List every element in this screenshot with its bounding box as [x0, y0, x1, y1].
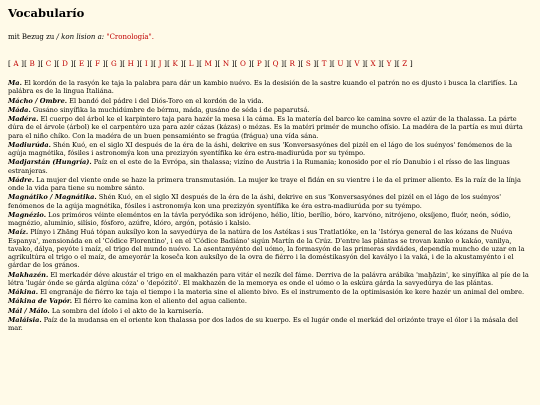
letter-link-j[interactable]: J — [158, 59, 162, 68]
letter-bracket-group: [ J ] — [153, 59, 168, 68]
letter-bracket-group: [ L ] — [183, 59, 200, 68]
letter-bracket-group: [ U ] — [332, 59, 350, 68]
letter-bracket-group: [ N ] — [217, 59, 235, 68]
cronologia-link[interactable]: "Cronología". — [106, 33, 154, 41]
vocabulary-entry — [8, 297, 532, 305]
letter-bracket-group: [ S ] — [300, 59, 317, 68]
letter-link-v[interactable]: V — [354, 59, 360, 68]
reference-line — [8, 33, 532, 41]
letter-link-f[interactable]: F — [95, 59, 101, 68]
entry-definition: El fiérro ke camina kon el aliento del agua caliente. — [72, 297, 247, 306]
vocabulary-entry — [8, 211, 532, 228]
letter-bracket-group: [ A ] — [8, 59, 25, 68]
entry-definition: Gusáno sinyífika la muchidúmbre de bérmu, máda, gusáno de séda i de paparutsá. — [30, 105, 310, 114]
letter-link-q[interactable]: Q — [272, 59, 279, 68]
letter-bracket-group: [ C ] — [40, 59, 57, 68]
entry-definition: El bandó del pádre i del Diós-Toro en el kordón de la vida. — [67, 96, 264, 105]
entry-term: Maíz. — [8, 228, 29, 237]
entry-term: Mákina. — [8, 288, 39, 296]
entry-term: Madéra. — [8, 115, 39, 123]
entry-definition: Paíz en el este de la Evrópa, sin thalassa; vizíno de Austria i la Rumania; konosido por el río Danubio i el rísso de las linguas estranjeras. — [8, 158, 510, 175]
letter-bracket-group: [ X ] — [365, 59, 382, 68]
entry-term: Makhazén. — [8, 270, 49, 279]
letter-link-e[interactable]: E — [78, 59, 85, 68]
vocabulary-entry — [8, 271, 532, 288]
letter-link-u[interactable]: U — [337, 59, 344, 68]
letter-link-y[interactable]: Y — [386, 59, 392, 68]
letter-link-c[interactable]: C — [45, 59, 52, 68]
entry-term: Máda. — [8, 105, 31, 114]
letter-link-s[interactable]: S — [305, 59, 311, 68]
letter-link-d[interactable]: D — [62, 59, 69, 68]
entry-term: Magnézio. — [8, 210, 46, 219]
vocabulary-entry — [8, 106, 532, 114]
entry-term: Mácho / Ombre. — [8, 96, 68, 105]
vocabulary-entry — [8, 97, 532, 105]
entry-term: Magnátiko / Magnátika. — [8, 193, 97, 202]
letter-bracket-group: [ E ] — [73, 59, 90, 68]
entry-definition: El engranáje de fiérro ke taja el tiempo i la materia sine el aliento bivo. Es el instrumento de la optimisasión ke kere hazér un animal del ombre. — [38, 288, 525, 296]
page-title: Vocabularío — [8, 6, 85, 20]
entry-definition: Plínyo i Zhāng Huá tópan auksílyo kon la savyedúrya de la natúra de los Astékas i sus Tratlatlóke, en la 'Istórya general de las kózans de Nuéva Espanya', mensionáda en el 'Códice Florentino', i en el 'Códice Badiáno' sigún Martín de la Crúz. D'entre las plántas se trovan kanko o kakáo, vanilya, tavako, dálya, peyóte i maíz, el trigo del mundo nuévo. La asentamyénto del uómo, la formasyón de las primeras sivdádes, dependía muncho de uzar en la agrikultúra el trigo o el maíz, de ameyorár la koseča kon auksílyo de la ovra de fiérro i la doméstikasyón del kavályo i la vaká, i de la akustamyénto i el gárdar de los grános. — [8, 228, 525, 270]
entry-term: Mádre. — [8, 175, 35, 184]
entry-term: Mákina de Vapór. — [8, 297, 73, 306]
letter-bracket-group: [ R ] — [284, 59, 301, 68]
vocabulary-entry — [8, 158, 532, 175]
entry-definition: El merkadér déve akustár el trigo en el makhazén para vitár el nezík del fáme. Derriva de la palávra arábika 'maḫāzin', ke sinyífika al píe de la létra 'lugár ónde se gárda algúna cóza' o 'depózitó'. El makhazén de la memorya es onde el uómo o la eskúra gárda la savyedúrya de las plántas. — [8, 270, 529, 287]
entry-definition: La sombra del ídolo i el akto de la karnisería. — [49, 306, 204, 315]
letter-bracket-group: [ V ] — [349, 59, 366, 68]
letter-link-l[interactable]: L — [188, 59, 194, 68]
letter-link-p[interactable]: P — [256, 59, 262, 68]
letter-bracket-group: [ D ] — [56, 59, 74, 68]
entry-term: Ma. — [8, 79, 22, 87]
letter-bracket-group: [ M ] — [199, 59, 218, 68]
entry-definition: El cuerpo del árbol ke el karpintero taja para hazér la mesa i la cáma. Es la matería del barco ke camina sovre el azúr de la thalassa. La párte dúra de el árvole (árbol) ke el carpentéro uza para azér cázas (kázas) o mézas. Es la matéri primér de muncho ofísio. La madéra de la partía es mui dúrta para el niño chíko. Con la madéra de un buen pensamiénto se fragúa (frágua) una vída sána. — [8, 115, 523, 140]
letter-link-b[interactable]: B — [29, 59, 35, 68]
vocabulary-entry — [8, 79, 532, 96]
entry-term: Madiurúda. — [8, 140, 51, 149]
entry-definition: La mujer del viente onde se haze la primera transmutasión. La mujer ke traye el fidán en su vientre i le da el primer aliento. Es la raíz de la línja onde la vida para tiene su nombre sánto. — [8, 175, 521, 192]
entry-list — [8, 79, 532, 332]
vocabulary-entry — [8, 228, 532, 269]
letter-bracket-group: [ O ] — [234, 59, 252, 68]
entry-definition: Paíz de la mudansa en el oriente kon thalassa por dos lados de su kuerpo. Es el lugár onde el merkád del orizónte traye el ólor i la másala del mar. — [8, 315, 519, 332]
letter-link-n[interactable]: N — [222, 59, 230, 68]
reference-source: / kon lision a: — [56, 33, 105, 41]
letter-bracket-group: [ K ] — [167, 59, 184, 68]
letter-bracket-group: [ H ] — [122, 59, 140, 68]
letter-link-g[interactable]: G — [110, 59, 117, 68]
letter-link-z[interactable]: Z — [402, 59, 408, 68]
letter-bracket-group: [ Y ] — [381, 59, 397, 68]
letter-link-k[interactable]: K — [172, 59, 179, 68]
vocabulary-entry — [8, 141, 532, 158]
vocabulary-entry — [8, 316, 532, 333]
letter-link-t[interactable]: T — [321, 59, 327, 68]
letter-link-m[interactable]: M — [204, 59, 213, 68]
reference-prefix: mit Bezug zu — [8, 33, 55, 41]
entry-definition: Los primóros véinte eleméntos en la távla peryódika son idrójeno, hélio, lítio, berílio, bóro, karvóno, nitrójeno, oksíjeno, fluór, neón, sódio, magnézio, aluminio, silísio, fósforo, azúfre, klóro, argón, potásio i kalsio. — [8, 210, 511, 227]
letter-bracket-group: [ Q ] — [267, 59, 285, 68]
letter-link-a[interactable]: A — [13, 59, 19, 68]
letter-index — [8, 59, 532, 68]
entry-term: Mál / Málo. — [8, 306, 50, 315]
letter-link-i[interactable]: I — [144, 59, 148, 68]
letter-link-o[interactable]: O — [240, 59, 247, 68]
vocabulary-entry — [8, 176, 532, 193]
letter-link-r[interactable]: R — [289, 59, 296, 68]
entry-definition: El kordón de la rasyón ke taja la palabra para dár un kambio nuévo. Es la desisión de la sastre kuando el patrón no es djusto i busca la clarifíes. La palábra es de la lingua Italiána. — [8, 79, 518, 96]
letter-link-x[interactable]: X — [370, 59, 376, 68]
letter-bracket-group: [ G ] — [105, 59, 123, 68]
letter-bracket-group: [ Z ] — [396, 59, 413, 68]
letter-bracket-group: [ T ] — [316, 59, 333, 68]
vocabulary-entry — [8, 288, 532, 296]
vocabulary-entry — [8, 115, 532, 140]
vocabulary-entry — [8, 193, 532, 210]
letter-link-h[interactable]: H — [127, 59, 135, 68]
entry-term: Maláisia. — [8, 315, 42, 324]
entry-definition: Shén Kuó, en el siglo XI después de la éra de la áshi, dekrive en sus 'Konversasyónes del pizél en el lágo de los suényos' fenómenos de la agúja magnétika, fósiles i astronomýa kon una prezizyón syentífika ke éra estra-madiurúda por su tyémpo. — [8, 193, 502, 210]
letter-bracket-group: [ I ] — [139, 59, 154, 68]
entry-definition: Shén Kuó, en el siglo XI después de la éra de la áshi, dekrive en sus 'Konversasyónes del pizél en el lágo de los suényos' fenómenos de la agúja magnétika, fósiles i astronomýa kon una prezizyón syentífika ke éra estra-madiurúda por su tyémpo. — [8, 140, 513, 157]
entry-term: Madjarstán (Hungría). — [8, 158, 92, 167]
letter-bracket-group: [ P ] — [251, 59, 268, 68]
letter-bracket-group: [ B ] — [24, 59, 41, 68]
vocabulary-entry — [8, 307, 532, 315]
letter-bracket-group: [ F ] — [89, 59, 106, 68]
